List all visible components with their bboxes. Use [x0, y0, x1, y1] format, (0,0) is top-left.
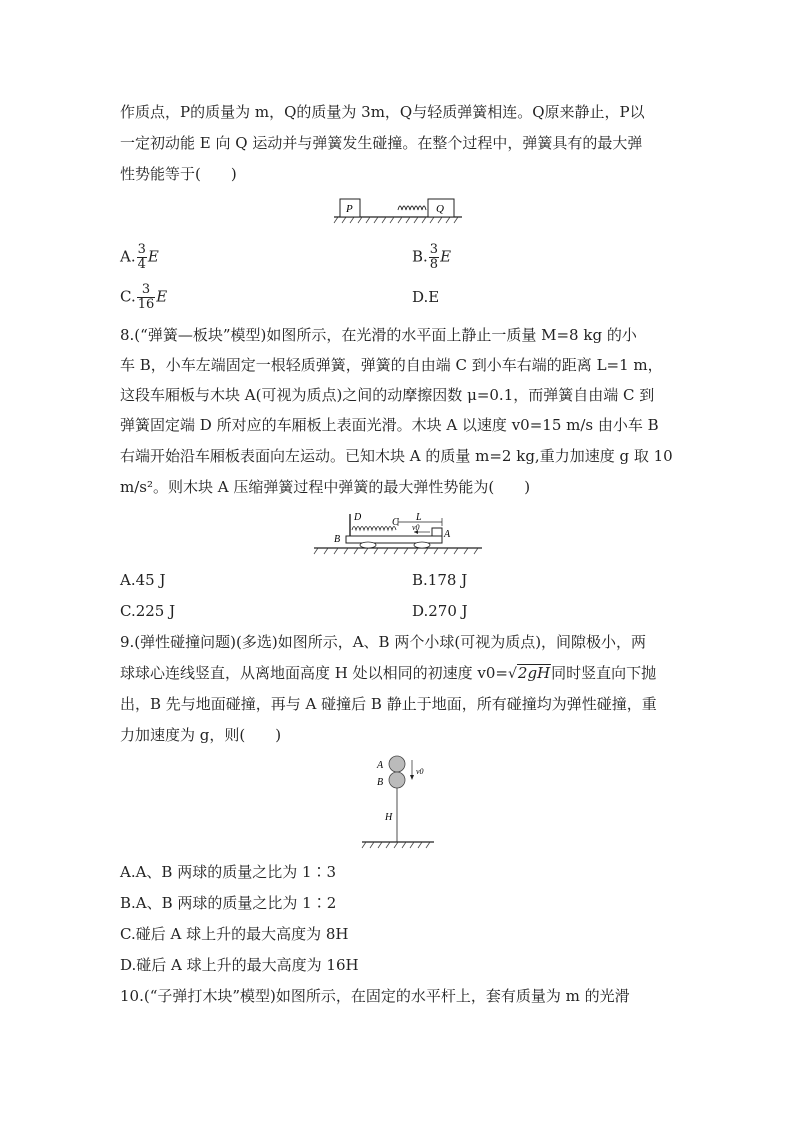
q7-option-a: A. $\frac{3}{4}$ E — [120, 242, 159, 272]
q9-line-4: 力加速度为 g，则( ) — [120, 726, 282, 744]
q8-line-2: 车 B，小车左端固定一根轻质弹簧，弹簧的自由端 C 到小车右端的距离 L=1 m， — [120, 356, 663, 374]
q8-line-4: 弹簧固定端 D 所对应的车厢板上表面光滑。木块 A 以速度 v0=15 m/s 由小车 B — [120, 416, 659, 434]
q7-option-b: B. $\frac{3}{8}$ E — [412, 242, 452, 272]
q7-line-1: 作质点，P的质量为 m，Q的质量为 3m，Q与轻质弹簧相连。Q原来静止，P以 — [120, 103, 645, 121]
q9-ball-b — [389, 772, 405, 788]
q9-label-h: H — [385, 812, 393, 823]
q9-label-a: A — [377, 760, 384, 771]
q8-figure — [310, 508, 485, 556]
q8-option-a: A.45 J — [120, 571, 166, 589]
q8-label-a: A — [444, 529, 451, 540]
q8-wheel-right — [414, 542, 430, 548]
q10-line-1: 10.(“子弹打木块”模型)如图所示，在固定的水平杆上，套有质量为 m 的光滑 — [120, 987, 630, 1005]
q8-spring — [352, 527, 396, 531]
q9-ground-hatch — [362, 842, 430, 848]
q9-option-b: B.A、B 两球的质量之比为 1∶2 — [120, 894, 337, 912]
q9-option-c: C.碰后 A 球上升的最大高度为 8H — [120, 925, 349, 943]
q8-line-1: 8.(“弹簧—板块”模型)如图所示，在光滑的水平面上静止一质量 M=8 kg 的小 — [120, 326, 637, 344]
q7-label-p: P — [346, 203, 353, 215]
q8-cart-board — [346, 536, 442, 543]
q8-option-b: B.178 J — [412, 571, 468, 589]
q8-wheel-left — [360, 542, 376, 548]
q9-line-3: 出，B 先与地面碰撞，再与 A 碰撞后 B 静止于地面，所有碰撞均为弹性碰撞，重 — [120, 695, 657, 713]
q7-option-c: C. $\frac{3}{16}$ E — [120, 282, 168, 312]
q9-velocity-arrowhead — [410, 775, 414, 780]
q9-ball-a — [389, 756, 405, 772]
q8-line-6: m/s²。则木块 A 压缩弹簧过程中弹簧的最大弹性势能为( ) — [120, 478, 531, 496]
q7-ground-hatch — [334, 217, 458, 223]
q9-line-1: 9.(弹性碰撞问题)(多选)如图所示，A、B 两个小球(可视为质点)，间隙极小，两 — [120, 633, 647, 651]
q8-label-b: B — [334, 534, 341, 545]
q7-line-2: 一定初动能 E 向 Q 运动并与弹簧发生碰撞。在整个过程中，弹簧具有的最大弹 — [120, 134, 643, 152]
q8-ground-hatch — [314, 548, 478, 554]
q8-label-l: L — [416, 512, 422, 523]
q8-block-a — [432, 528, 442, 536]
q7-spring — [398, 206, 426, 210]
q9-option-d: D.碰后 A 球上升的最大高度为 16H — [120, 956, 359, 974]
q9-option-a: A.A、B 两球的质量之比为 1∶3 — [120, 863, 337, 881]
q8-line-3: 这段车厢板与木块 A(可视为质点)之间的动摩擦因数 μ=0.1，而弹簧自由端 C 到 — [120, 386, 655, 404]
q9-label-b: B — [377, 777, 384, 788]
q7-line-3: 性势能等于( ) — [120, 165, 237, 183]
q9-line-2: 球球心连线竖直，从离地面高度 H 处以相同的初速度 v0=√2gH同时竖直向下抛 — [120, 664, 657, 682]
q7-figure — [332, 195, 464, 227]
q7-label-q: Q — [436, 203, 444, 215]
q8-option-d: D.270 J — [412, 602, 468, 620]
q8-option-c: C.225 J — [120, 602, 176, 620]
q9-label-v0: v0 — [416, 767, 424, 776]
q8-label-c: C — [392, 517, 399, 528]
q7-option-d: D.E — [412, 288, 440, 306]
q8-line-5: 右端开始沿车厢板表面向左运动。已知木块 A 的质量 m=2 kg,重力加速度 g 取 10 — [120, 447, 673, 465]
q8-label-d: D — [354, 512, 362, 523]
q9-figure — [360, 754, 436, 852]
q8-label-v0: v0 — [412, 523, 420, 532]
